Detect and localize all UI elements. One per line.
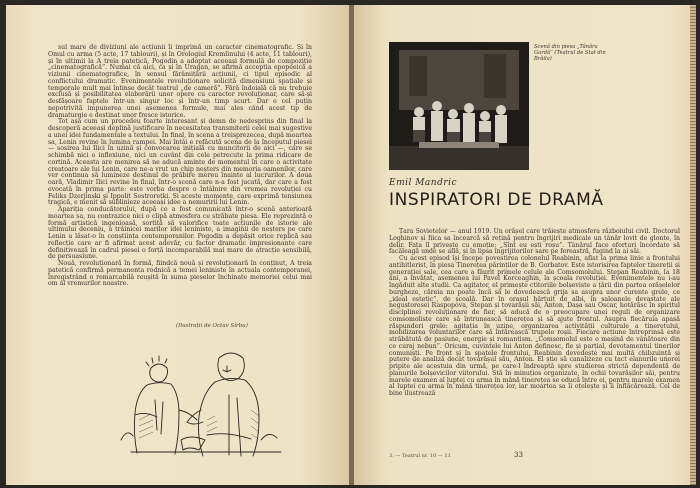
right-page-body: [389, 229, 680, 398]
left-paragraph: Apariția conducătorului, după ce a fost comunicată într-o scenă anterioară moartea sa, nu contrazice nici o clipă atmosfera ce străbate piesa. Ele reprezintă o formă artistică ingenioasă, sortită să valorifice toate acțiunile de istorie ale ultimului deceniu, a trăinicei marilor idei leniniste, a imaginii de neșters pe care Lenin a lăsat-o în conștiința contemporanilor. Pogodin a depășit orice replică sau reflecție care ar fi afirmat acest adevăr, cu factor dramatic impresionante care definitivează în cadrul piesei o forță incomparabilă mai mare de atracție sensibilă, de persuasiune.: [48, 206, 312, 261]
left-paragraph: sul mare de diviziuni ale acțiunii îi imprimă un caracter cinematografic. Și în Omul cu arma (5 acte, 17 tablouri), și în Orologiul Kremlinului (4 acte, 11 tablouri), și în ultimii la A treia patetică, Pogodin a adoptat aceeași formulă de compoziție „cinematografică”. Numai că aici, ca și în Uragan, se afirmă acceptia epopeeică a viziunii cinematografice, în sensul fărâmițării acțiunii, ci tipul episodic al conflictului dramatic. Evenimentele revoluționare solicită dimensiuni spațiale și temporale mult mai întinse decât teatrul „de cameră”. Fără îndoială că nu trebuie exclusă și posibilitatea elaborării unor opere cu caracter revoluționar, care să-și desfășoare faptele într-un singur loc și într-un timp scurt. Dar e cel puțin nepotrivită impunerea unei asemenea formule, mai ales când acest tip de dramaturgie e destinat unor fresce istorice.: [48, 44, 312, 119]
photo-caption: Scenă din piesa „Tânăra Gardă” (Teatrul de Stat din Brăila): [534, 44, 606, 63]
left-paragraph: Nouă, revoluționară în formă, fiindcă nouă și revoluționară în conținut, A treia patetică confirmă permanenta rodnică a temei leniniste în actuala contemporanei, înregistrând o remarcabilă reușită în suma pieselor închinate memoriei celui mai om al vremurilor noastre.: [48, 260, 312, 288]
open-magazine-spread: [6, 5, 696, 485]
stage-photo: [389, 42, 529, 170]
right-paragraph: Țara Sovietelor — anul 1919. Un orășel care trăiește atmosfera războiului civil. Doctorul Loghinov și fiica sa încearcă să rețină pentru îngrijiri medicale un tânăr lovit de glonte, în delir. Fata îl privește cu emoție: „Sînt eu ești roșu”. Tânărul face eforturi încordate să facăleagă unde se află, și în lipsa îngrijitorilor sare pe fereastră, fugind la ai săi.: [389, 228, 680, 256]
article-author: Emil Mandric: [389, 178, 458, 188]
page-edge-tabs: [690, 5, 696, 485]
stage-photo-image: [389, 42, 529, 170]
right-paragraph: Cu acest episod își începe povestirea colonelul Reabinin, aflat la prima linie a frontului antihitlerist, în piesa Tinerețea părinților de B. Gorbatov. Este istorisirea faptelor tinereții și generației sale, cea care a făurit primele celule ale Comsomolului. Stepan Reabinin, la 18 ani, a învățat, asemenea lui Pavel Korceaghin, la școala revoluției. Evenimentele nu i-au îngăduit alte studii. Ca agitator, el primește ctitoriile bolșeviste a țării din partea orășelelor burgheze, căreia nu poate încă să le dovedească grija sa asupra unor curente grele, ce „ideal estetic”, de școală. Dar în orașul hărțuit de albi, în saloanele devastate ale negustoresei Raspopova, Stepan și tovarășii săi, Anton, Dașa sau Oscar, hotărăsc în spiritul disciplinei revoluționare de fier, să aducă de o preocupare unei reguli de organizare comsomoliste care să întrunească tinerețea și să ajute frontul. Asupra fiecăruia apasă răspunderi grele: agitația în uzine, organizarea activității culturale a tineretului, mobilizarea voluntarilor care să întărească trupele roșii. Fiecare acțiune întreprinsă este străbătută de pasiune, energie și romantism. „Comsomolul este o mașină de vânătoare din ce curaj nebun”. Oricum, cuvintele lui Anton definesc, fie și parțial, devotamentul tinerilor comuniști. Pe front și în spatele frontului, Reabinin devedește mai multă chibzuință și putere de analiză decât tovarășul său, Anton. El știe să canalizeze cu tact elanurile unorei pripite ale acestuia din urmă, pe care-l îndreaptă spre studierea strictă dependentă de planurile bolșevicilor viitorului. Stă în minuțios organizate, în ochii tovarășilor săi, pentru marele examen al luptei cu arma în mână tinerețea se educă între ei, pentru marele examen al luptei cu arma în mână tinerețea lor, iar moartea sa îi oțelește și îi înflăcărează. Cel de bine ilustrează: [389, 255, 680, 397]
right-page: [354, 5, 696, 485]
illustration-credit: (Ilustrații de Octav Sîrbu): [176, 323, 248, 329]
article-title: INSPIRATORI DE DRAMĂ: [389, 190, 604, 210]
left-paragraph: Tot așa cum un procedeu foarte interesant și demn de nedesprins din final la descoperă aceeași deplină justificare în necesitatea transmiterii celei mai sugestive a unei idei fundamentale a textului. În final, în scena a treisprezecea, după moartea sa, Lenin revine în lumina rampei. Mai întâi e refăcută scena de la începutul piesei — sosirea lui Ilici în uzină și convocarea inițială cu muncitorii de aici —, care se schimbă nici o inflexiune, nici un cuvânt din cele petrecute la prima ridicare de cortină. Aceasta are menirea să ne aducă aminte de momentul în care o activitate creatoare ale lui Lenin, care ne-a vrut un chip neșters din memoria oamenilor, care ver continua să lumineze destinul de prăbire mereu înainte al lucrurilor. A doua oară, Vladimir Ilici revine în final, într-o scenă care n-a fost jucată, dar care a fost evocată în prima parte: este vorba despre o întâlnire din vremea revoluției cu Feliks Dzerjinski și Ippolit Sestrorețki. Și aceste momente, care exprimă tensiunea tragică, e menit să sublinieze aceeași idee a nemuririi lui Lenin.: [48, 118, 312, 207]
page-footer: 3. — Teatrul nr. 10 — 11: [389, 453, 451, 459]
pen-sketch-illustration: [111, 340, 286, 465]
left-page-body: [48, 45, 312, 288]
page-number: 33: [514, 451, 523, 459]
left-page: [6, 5, 351, 485]
